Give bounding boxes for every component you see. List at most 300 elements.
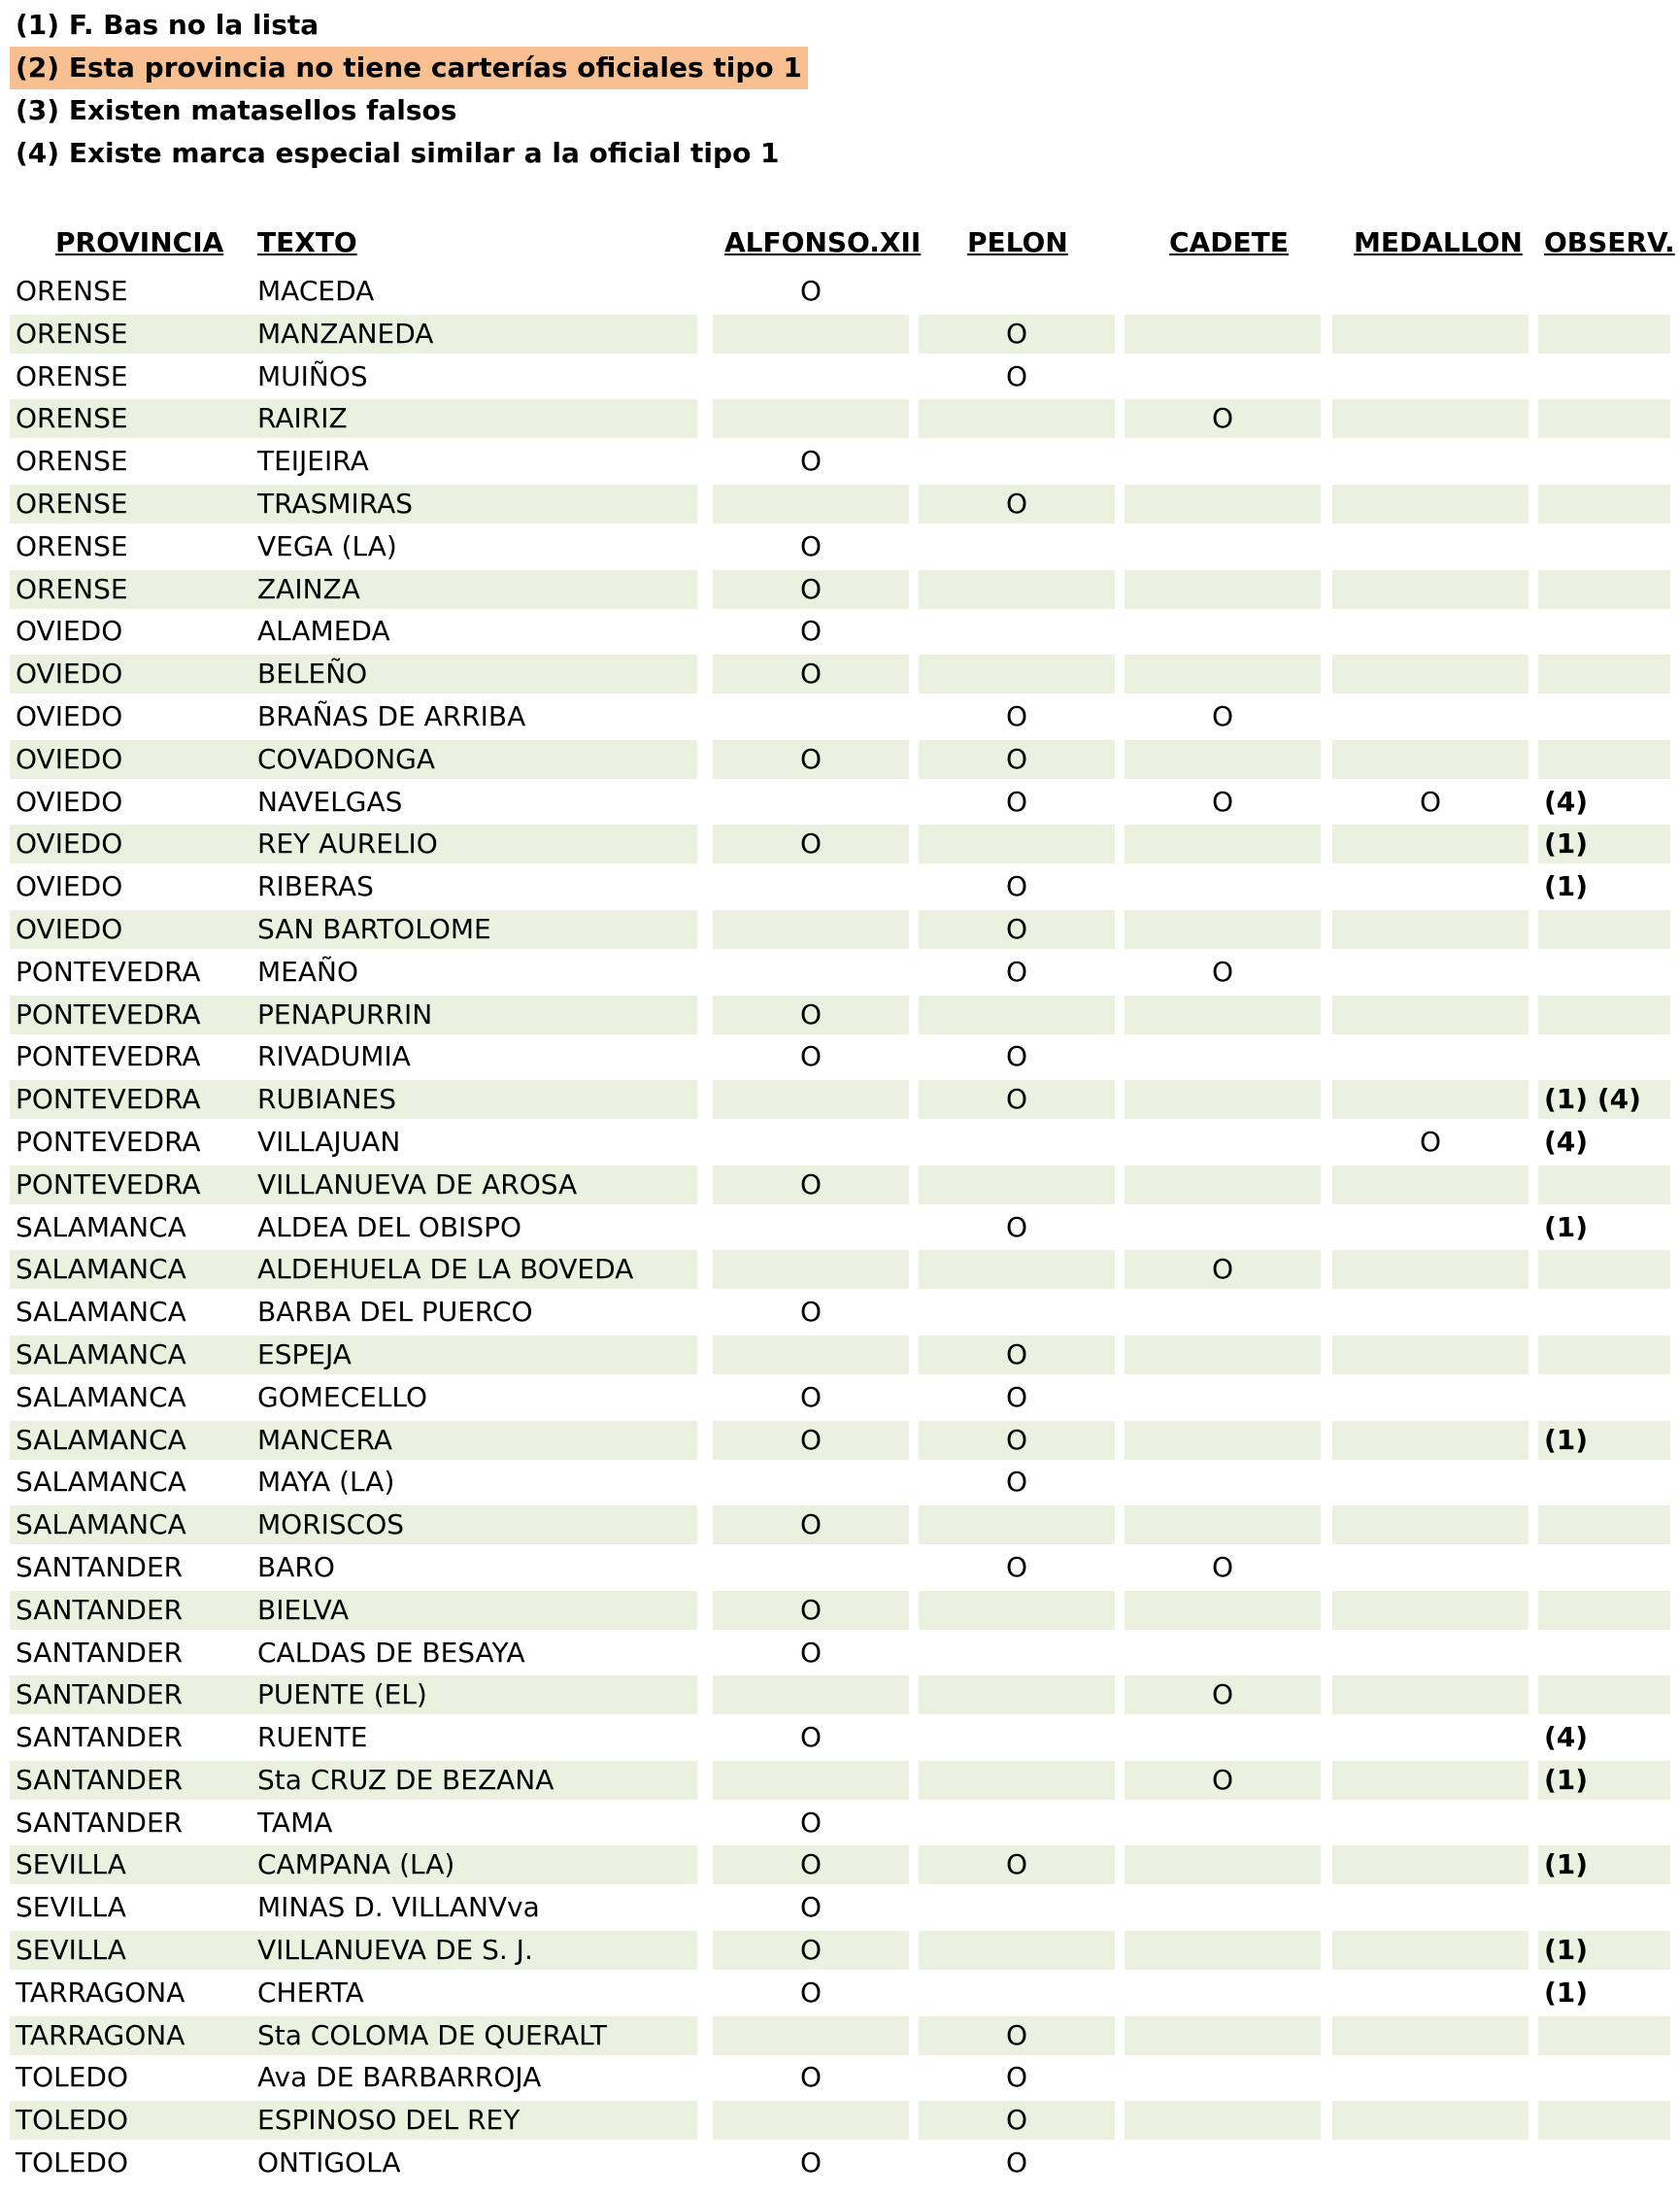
cell-alfonso bbox=[713, 1208, 909, 1247]
cell-pelon bbox=[919, 1931, 1115, 1970]
cell-texto: PENAPURRIN bbox=[257, 997, 433, 1030]
cell-cadete: O bbox=[1125, 1250, 1321, 1289]
cell-texto: MEAÑO bbox=[257, 955, 358, 988]
cell-texto: ALDEHUELA DE LA BOVEDA bbox=[257, 1253, 634, 1286]
cell-observ bbox=[1538, 1548, 1670, 1587]
cell-alfonso bbox=[713, 1123, 909, 1162]
cell-medallon bbox=[1332, 1931, 1529, 1970]
cell-cadete bbox=[1125, 1166, 1321, 1204]
cell-provincia: PONTEVEDRA bbox=[16, 1040, 201, 1073]
cell-provincia: SALAMANCA bbox=[16, 1466, 186, 1499]
cell-medallon bbox=[1332, 2016, 1529, 2055]
cell-pelon bbox=[919, 825, 1115, 863]
cell-pelon: O bbox=[1005, 2061, 1028, 2094]
cell-medallon bbox=[1332, 867, 1529, 906]
cell-pelon bbox=[919, 1761, 1115, 1800]
cell-pelon bbox=[919, 1591, 1115, 1630]
cell-provincia: SANTANDER bbox=[16, 1806, 184, 1839]
cell-cadete bbox=[1125, 612, 1321, 651]
cell-observ bbox=[1538, 2101, 1670, 2140]
cell-provincia: TARRAGONA bbox=[10, 2016, 697, 2055]
cell-cadete bbox=[1125, 867, 1321, 906]
cell-provincia: PONTEVEDRA bbox=[10, 1080, 697, 1119]
cell-observ: (4) bbox=[1544, 785, 1589, 818]
cell-cadete bbox=[1125, 272, 1321, 311]
cell-pelon bbox=[919, 1888, 1115, 1927]
cell-provincia: PONTEVEDRA bbox=[10, 996, 697, 1034]
cell-provincia: ORENSE bbox=[16, 445, 128, 478]
cell-texto: ALAMEDA bbox=[257, 615, 390, 648]
cell-alfonso bbox=[713, 1761, 909, 1800]
cell-pelon bbox=[919, 527, 1115, 566]
cell-provincia: PONTEVEDRA bbox=[10, 1166, 697, 1204]
cell-texto: Sta CRUZ DE BEZANA bbox=[257, 1763, 554, 1796]
cell-pelon bbox=[919, 1293, 1115, 1332]
cell-observ: (1) (4) bbox=[1538, 1080, 1670, 1119]
table-row bbox=[0, 1759, 1680, 1802]
cell-texto: COVADONGA bbox=[257, 742, 436, 775]
cell-texto: MACEDA bbox=[257, 275, 375, 307]
cell-cadete: O bbox=[1125, 399, 1321, 438]
cell-texto: ONTIGOLA bbox=[257, 2146, 401, 2179]
cell-pelon: O bbox=[919, 1845, 1115, 1884]
cell-alfonso: O bbox=[799, 2146, 823, 2179]
cell-texto: RUENTE bbox=[257, 1721, 368, 1754]
header-provincia: PROVINCIA bbox=[55, 226, 224, 258]
cell-texto: GOMECELLO bbox=[257, 1380, 428, 1413]
cell-observ bbox=[1538, 485, 1670, 524]
cell-provincia: PONTEVEDRA bbox=[16, 955, 201, 988]
cell-observ bbox=[1538, 655, 1670, 693]
cell-pelon: O bbox=[1005, 1466, 1028, 1499]
table-body bbox=[0, 270, 1680, 2184]
table-row bbox=[0, 2099, 1680, 2142]
cell-observ bbox=[1538, 1675, 1670, 1714]
cell-observ bbox=[1538, 1166, 1670, 1204]
cell-texto: BARO bbox=[257, 1550, 335, 1583]
cell-observ bbox=[1538, 570, 1670, 609]
cell-observ bbox=[1538, 1591, 1670, 1630]
cell-alfonso: O bbox=[799, 1806, 823, 1839]
cell-provincia: SANTANDER bbox=[10, 1591, 697, 1630]
cell-pelon bbox=[919, 1123, 1115, 1162]
cell-alfonso bbox=[713, 2016, 909, 2055]
cell-observ bbox=[1538, 1505, 1670, 1544]
cell-texto: BELEÑO bbox=[257, 658, 368, 691]
table-row bbox=[0, 397, 1680, 440]
cell-medallon bbox=[1332, 1591, 1529, 1630]
cell-texto: ALDEA DEL OBISPO bbox=[257, 1210, 522, 1243]
cell-provincia: OVIEDO bbox=[10, 910, 697, 949]
cell-provincia: TARRAGONA bbox=[16, 1976, 185, 2009]
table-row bbox=[0, 994, 1680, 1036]
cell-pelon: O bbox=[1005, 1550, 1028, 1583]
cell-cadete: O bbox=[1211, 955, 1234, 988]
cell-alfonso: O bbox=[799, 275, 823, 307]
cell-texto: CAMPANA (LA) bbox=[257, 1848, 455, 1881]
cell-alfonso bbox=[713, 1335, 909, 1374]
cell-observ bbox=[1538, 740, 1670, 779]
table-row bbox=[0, 695, 1680, 738]
cell-medallon bbox=[1332, 1335, 1529, 1374]
cell-cadete bbox=[1125, 1421, 1321, 1460]
cell-provincia: ORENSE bbox=[16, 529, 128, 562]
cell-texto: TRASMIRAS bbox=[257, 487, 414, 520]
table-row bbox=[0, 2056, 1680, 2099]
cell-texto: MORISCOS bbox=[257, 1508, 405, 1541]
cell-observ bbox=[1538, 1037, 1670, 1076]
cell-texto: BARBA DEL PUERCO bbox=[257, 1296, 533, 1329]
cell-provincia: OVIEDO bbox=[16, 615, 123, 648]
cell-medallon bbox=[1332, 570, 1529, 609]
table-row bbox=[0, 2014, 1680, 2057]
cell-cadete bbox=[1125, 527, 1321, 566]
cell-cadete: O bbox=[1211, 699, 1234, 732]
cell-pelon: O bbox=[919, 2016, 1115, 2055]
table-row bbox=[0, 1461, 1680, 1503]
cell-observ: (4) bbox=[1544, 1721, 1589, 1754]
cell-alfonso bbox=[713, 315, 909, 354]
cell-cadete bbox=[1125, 2016, 1321, 2055]
cell-texto: SAN BARTOLOME bbox=[257, 912, 491, 945]
cell-pelon: O bbox=[1005, 1380, 1028, 1413]
cell-alfonso bbox=[713, 2101, 909, 2140]
cell-medallon bbox=[1332, 1208, 1529, 1247]
cell-cadete bbox=[1125, 1845, 1321, 1884]
cell-cadete bbox=[1125, 1123, 1321, 1162]
cell-pelon: O bbox=[919, 910, 1115, 949]
cell-alfonso: O bbox=[799, 2061, 823, 2094]
cell-pelon bbox=[919, 1718, 1115, 1757]
cell-medallon bbox=[1332, 1463, 1529, 1502]
cell-provincia: OVIEDO bbox=[16, 870, 123, 903]
cell-provincia: ORENSE bbox=[10, 485, 697, 524]
table-row bbox=[0, 1164, 1680, 1206]
cell-observ bbox=[1538, 1335, 1670, 1374]
cell-medallon bbox=[1332, 1634, 1529, 1672]
cell-cadete bbox=[1125, 1463, 1321, 1502]
table-row bbox=[0, 2142, 1680, 2184]
cell-observ bbox=[1538, 953, 1670, 992]
cell-cadete bbox=[1125, 1335, 1321, 1374]
cell-provincia: OVIEDO bbox=[16, 699, 123, 732]
table-row bbox=[0, 483, 1680, 525]
cell-texto: MINAS D. VILLANVva bbox=[257, 1891, 540, 1924]
note-4: (4) Existe marca especial similar a la oficial tipo 1 bbox=[16, 137, 780, 169]
cell-medallon bbox=[1332, 1293, 1529, 1332]
cell-medallon bbox=[1332, 1505, 1529, 1544]
cell-pelon bbox=[919, 1974, 1115, 2012]
cell-medallon bbox=[1332, 1080, 1529, 1119]
table-row bbox=[0, 610, 1680, 653]
cell-alfonso bbox=[713, 867, 909, 906]
cell-alfonso: O bbox=[713, 1931, 909, 1970]
table-row bbox=[0, 653, 1680, 695]
cell-alfonso: O bbox=[713, 1591, 909, 1630]
table-row bbox=[0, 1334, 1680, 1376]
cell-observ bbox=[1538, 1378, 1670, 1417]
cell-texto: ESPEJA bbox=[257, 1337, 352, 1370]
cell-texto: RIBERAS bbox=[257, 870, 374, 903]
cell-observ: (1) bbox=[1538, 1421, 1670, 1460]
cell-medallon: O bbox=[1419, 785, 1442, 818]
cell-provincia: PONTEVEDRA bbox=[16, 1125, 201, 1158]
cell-observ bbox=[1538, 910, 1670, 949]
cell-medallon bbox=[1332, 1845, 1529, 1884]
cell-alfonso bbox=[713, 1548, 909, 1587]
cell-medallon bbox=[1332, 740, 1529, 779]
cell-observ bbox=[1538, 1293, 1670, 1332]
cell-pelon: O bbox=[1005, 1040, 1028, 1073]
cell-observ bbox=[1538, 315, 1670, 354]
cell-observ: (1) bbox=[1544, 870, 1589, 903]
table-row bbox=[0, 440, 1680, 483]
cell-provincia: SANTANDER bbox=[16, 1721, 184, 1754]
cell-alfonso: O bbox=[713, 996, 909, 1034]
cell-alfonso: O bbox=[799, 1380, 823, 1413]
table-row bbox=[0, 823, 1680, 865]
table-row bbox=[0, 355, 1680, 398]
notes-legend bbox=[10, 4, 808, 175]
cell-cadete bbox=[1125, 1037, 1321, 1076]
cell-cadete bbox=[1125, 1208, 1321, 1247]
cell-texto: Sta COLOMA DE QUERALT bbox=[257, 2018, 607, 2051]
header-texto: TEXTO bbox=[257, 226, 357, 258]
cell-texto: BRAÑAS DE ARRIBA bbox=[257, 699, 526, 732]
cell-texto: RIVADUMIA bbox=[257, 1040, 411, 1073]
cell-provincia: SALAMANCA bbox=[10, 1250, 697, 1289]
table-row bbox=[0, 1291, 1680, 1334]
cell-medallon bbox=[1332, 612, 1529, 651]
cell-alfonso: O bbox=[799, 1891, 823, 1924]
cell-alfonso: O bbox=[713, 740, 909, 779]
cell-cadete bbox=[1125, 1804, 1321, 1842]
header-cadete: CADETE bbox=[1169, 226, 1289, 258]
cell-alfonso: O bbox=[713, 1166, 909, 1204]
cell-pelon bbox=[919, 996, 1115, 1034]
cell-texto: RAIRIZ bbox=[257, 402, 348, 435]
cell-alfonso: O bbox=[799, 1296, 823, 1329]
cell-medallon bbox=[1332, 1804, 1529, 1842]
cell-medallon bbox=[1332, 825, 1529, 863]
table-row bbox=[0, 270, 1680, 313]
cell-pelon: O bbox=[919, 1421, 1115, 1460]
cell-observ bbox=[1538, 1804, 1670, 1842]
cell-alfonso bbox=[713, 1675, 909, 1714]
table-row bbox=[0, 1802, 1680, 1844]
cell-alfonso bbox=[713, 485, 909, 524]
cell-alfonso bbox=[713, 1250, 909, 1289]
cell-provincia: SALAMANCA bbox=[16, 1296, 186, 1329]
cell-medallon bbox=[1332, 910, 1529, 949]
cell-texto: CALDAS DE BESAYA bbox=[257, 1636, 525, 1669]
cell-medallon bbox=[1332, 1378, 1529, 1417]
cell-pelon: O bbox=[919, 1080, 1115, 1119]
cell-pelon bbox=[919, 1250, 1115, 1289]
cell-alfonso: O bbox=[799, 615, 823, 648]
cell-medallon bbox=[1332, 1548, 1529, 1587]
cell-medallon bbox=[1332, 1761, 1529, 1800]
cell-provincia: SEVILLA bbox=[10, 1845, 697, 1884]
cell-cadete bbox=[1125, 2101, 1321, 2140]
cell-pelon: O bbox=[1005, 2146, 1028, 2179]
cell-observ: (1) bbox=[1538, 1931, 1670, 1970]
table-row bbox=[0, 313, 1680, 355]
table-header bbox=[0, 221, 1680, 264]
table-row bbox=[0, 1078, 1680, 1121]
cell-provincia: SANTANDER bbox=[10, 1761, 697, 1800]
table-row bbox=[0, 1121, 1680, 1164]
cell-observ bbox=[1538, 357, 1670, 396]
cell-pelon bbox=[919, 272, 1115, 311]
table-row bbox=[0, 1972, 1680, 2014]
table-row bbox=[0, 1673, 1680, 1716]
note-3: (3) Existen matasellos falsos bbox=[16, 94, 457, 126]
cell-observ bbox=[1538, 442, 1670, 481]
cell-medallon bbox=[1332, 527, 1529, 566]
cell-alfonso bbox=[713, 1463, 909, 1502]
table-row bbox=[0, 1376, 1680, 1419]
cell-medallon bbox=[1332, 1166, 1529, 1204]
cell-cadete: O bbox=[1125, 1761, 1321, 1800]
cell-cadete bbox=[1125, 2144, 1321, 2182]
cell-medallon bbox=[1332, 485, 1529, 524]
cell-cadete bbox=[1125, 910, 1321, 949]
cell-texto: RUBIANES bbox=[257, 1083, 396, 1116]
cell-pelon bbox=[919, 655, 1115, 693]
cell-medallon bbox=[1332, 1421, 1529, 1460]
cell-cadete bbox=[1125, 825, 1321, 863]
table-row bbox=[0, 525, 1680, 568]
header-pelon: PELON bbox=[967, 226, 1068, 258]
table-row bbox=[0, 781, 1680, 824]
cell-medallon bbox=[1332, 1974, 1529, 2012]
cell-alfonso bbox=[713, 697, 909, 736]
cell-cadete bbox=[1125, 1505, 1321, 1544]
cell-alfonso bbox=[713, 399, 909, 438]
cell-texto: PUENTE (EL) bbox=[257, 1678, 427, 1711]
cell-pelon: O bbox=[1005, 1210, 1028, 1243]
cell-texto: TAMA bbox=[257, 1806, 333, 1839]
cell-alfonso bbox=[713, 953, 909, 992]
cell-cadete bbox=[1125, 1293, 1321, 1332]
cell-pelon: O bbox=[1005, 785, 1028, 818]
cell-observ bbox=[1538, 2016, 1670, 2055]
table-row bbox=[0, 1248, 1680, 1291]
cell-pelon: O bbox=[919, 1335, 1115, 1374]
cell-alfonso: O bbox=[799, 445, 823, 478]
cell-medallon bbox=[1332, 1250, 1529, 1289]
cell-medallon bbox=[1332, 315, 1529, 354]
header-medallon: MEDALLON bbox=[1354, 226, 1523, 258]
cell-alfonso: O bbox=[799, 1976, 823, 2009]
cell-pelon bbox=[919, 570, 1115, 609]
table-row bbox=[0, 1206, 1680, 1249]
cell-observ: (1) bbox=[1544, 1210, 1589, 1243]
cell-pelon: O bbox=[919, 315, 1115, 354]
cell-pelon: O bbox=[1005, 870, 1028, 903]
cell-alfonso bbox=[713, 783, 909, 822]
cell-cadete bbox=[1125, 1634, 1321, 1672]
table-row bbox=[0, 1419, 1680, 1462]
cell-provincia: SALAMANCA bbox=[10, 1335, 697, 1374]
cell-texto: VILLANUEVA DE AROSA bbox=[257, 1167, 578, 1200]
cell-pelon bbox=[919, 612, 1115, 651]
cell-provincia: ORENSE bbox=[16, 275, 128, 307]
cell-pelon bbox=[919, 442, 1115, 481]
cell-observ bbox=[1538, 2058, 1670, 2097]
cell-medallon bbox=[1332, 1675, 1529, 1714]
cell-texto: REY AURELIO bbox=[257, 828, 438, 861]
cell-medallon bbox=[1332, 442, 1529, 481]
cell-cadete: O bbox=[1211, 785, 1234, 818]
header-observ: OBSERV. bbox=[1544, 226, 1675, 258]
cell-provincia: SANTANDER bbox=[10, 1675, 697, 1714]
cell-pelon: O bbox=[919, 740, 1115, 779]
note-2-highlighted: (2) Esta provincia no tiene carterías oficiales tipo 1 bbox=[10, 47, 808, 89]
cell-alfonso bbox=[713, 910, 909, 949]
cell-medallon bbox=[1332, 655, 1529, 693]
cell-pelon bbox=[919, 1505, 1115, 1544]
cell-cadete: O bbox=[1211, 1550, 1234, 1583]
cell-texto: Ava DE BARBARROJA bbox=[257, 2061, 542, 2094]
table-row bbox=[0, 1716, 1680, 1759]
table-row bbox=[0, 865, 1680, 908]
cell-provincia: TOLEDO bbox=[16, 2061, 129, 2094]
cell-alfonso: O bbox=[713, 825, 909, 863]
table-row bbox=[0, 951, 1680, 994]
cell-texto: TEIJEIRA bbox=[257, 445, 369, 478]
cell-observ: (4) bbox=[1544, 1125, 1589, 1158]
cell-observ: (1) bbox=[1538, 1761, 1670, 1800]
cell-texto: MAYA (LA) bbox=[257, 1466, 395, 1499]
table-row bbox=[0, 1589, 1680, 1632]
cell-cadete: O bbox=[1125, 1675, 1321, 1714]
cell-provincia: SEVILLA bbox=[10, 1931, 697, 1970]
cell-provincia: ORENSE bbox=[10, 399, 697, 438]
cell-alfonso: O bbox=[713, 1845, 909, 1884]
cell-pelon bbox=[919, 1804, 1115, 1842]
cell-observ bbox=[1538, 527, 1670, 566]
cell-pelon: O bbox=[1005, 955, 1028, 988]
cell-cadete bbox=[1125, 570, 1321, 609]
table-row bbox=[0, 1632, 1680, 1674]
cell-provincia: ORENSE bbox=[16, 359, 128, 392]
cell-cadete bbox=[1125, 1888, 1321, 1927]
cell-provincia: ORENSE bbox=[10, 570, 697, 609]
cell-observ: (1) bbox=[1538, 1845, 1670, 1884]
cell-alfonso: O bbox=[713, 655, 909, 693]
table-row bbox=[0, 738, 1680, 781]
cell-pelon: O bbox=[919, 485, 1115, 524]
cell-observ bbox=[1538, 272, 1670, 311]
cell-provincia: OVIEDO bbox=[10, 825, 697, 863]
cell-medallon bbox=[1332, 2144, 1529, 2182]
cell-observ: (1) bbox=[1538, 825, 1670, 863]
cell-medallon bbox=[1332, 1037, 1529, 1076]
cell-cadete bbox=[1125, 357, 1321, 396]
cell-observ bbox=[1538, 697, 1670, 736]
cell-alfonso: O bbox=[799, 1636, 823, 1669]
cell-texto: ESPINOSO DEL REY bbox=[257, 2104, 521, 2137]
cell-medallon bbox=[1332, 953, 1529, 992]
table-row bbox=[0, 1546, 1680, 1589]
table-row bbox=[0, 908, 1680, 951]
cell-provincia: ORENSE bbox=[10, 315, 697, 354]
cell-provincia: SALAMANCA bbox=[16, 1380, 186, 1413]
cell-cadete bbox=[1125, 1591, 1321, 1630]
cell-pelon bbox=[919, 1166, 1115, 1204]
